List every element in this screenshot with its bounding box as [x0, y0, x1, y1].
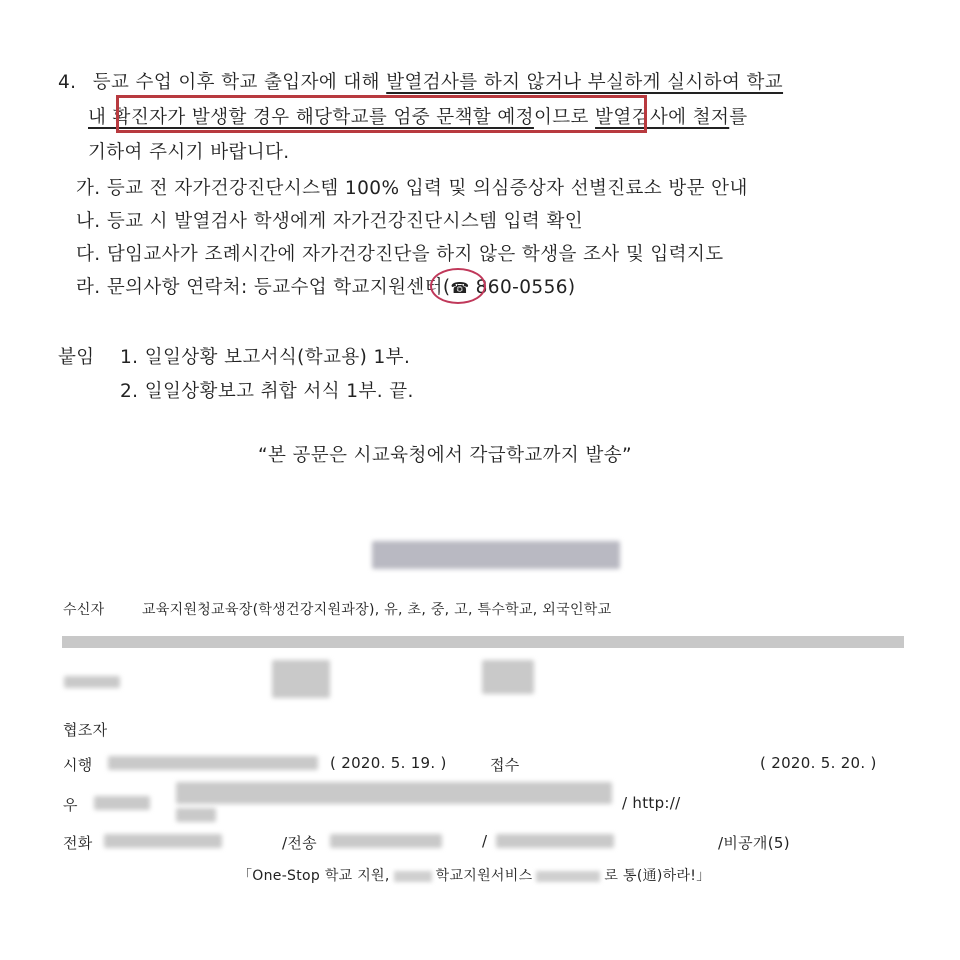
- homepage-prefix: / http://: [622, 794, 681, 812]
- item-number: 4.: [58, 72, 77, 93]
- redacted-block: [496, 834, 614, 848]
- redacted-block: [104, 834, 222, 848]
- sub-item-da: 다. 담임교사가 조례시간에 자가건강진단을 하지 않은 학생을 조사 및 입력지도: [76, 244, 724, 265]
- sub-item-ga: 가. 등교 전 자가건강진단시스템 100% 입력 및 의심증상자 선별진료소 방문 안내: [76, 178, 748, 199]
- email-separator: /: [482, 832, 488, 850]
- redacted-inline: [536, 871, 600, 882]
- redacted-block: [176, 808, 216, 822]
- phone-label: 전화: [63, 834, 93, 852]
- redacted-address: [176, 782, 612, 804]
- redacted-inline: [394, 871, 432, 882]
- enforce-date: ( 2020. 5. 19. ): [330, 754, 447, 772]
- redacted-block: [64, 676, 120, 688]
- attachment-label: 붙임: [58, 347, 95, 368]
- redacted-block: [108, 756, 318, 770]
- attachment-item-2: 2. 일일상황보고 취합 서식 1부. 끝.: [120, 381, 414, 402]
- redacted-block: [94, 796, 150, 810]
- redacted-issuer: [372, 541, 620, 569]
- item4-line2: 내 확진자가 발생할 경우 해당학교를 엄중 문책할 예정이므로 발열검사에 철저를: [88, 107, 748, 128]
- receive-date: ( 2020. 5. 20. ): [760, 754, 877, 772]
- fax-label: /전송: [282, 834, 317, 852]
- redacted-block: [482, 660, 534, 694]
- underlined-highlighted-text: 내 확진자가 발생할 경우 해당학교를 엄중 문책할 예정: [88, 107, 534, 128]
- red-highlight-box: [116, 95, 647, 133]
- sub-item-ra: 라. 문의사항 연락처: 등교수업 학교지원센터(☎ 860-0556): [76, 277, 576, 298]
- cooperator-label: 협조자: [63, 721, 108, 739]
- recipient-list: 교육지원청교육장(학생건강지원과장), 유, 초, 중, 고, 특수학교, 외국인학교: [142, 602, 612, 618]
- distribution-note: “본 공문은 시교육청에서 각급학교까지 발송”: [258, 445, 632, 466]
- item4-line1: 4. 등교 수업 이후 학교 출입자에 대해 발열검사를 하지 않거나 부실하게 실시하여 학교: [58, 72, 784, 93]
- separator-bar: [62, 636, 904, 648]
- underlined-text: 발열검사를 하지 않거나 부실하게 실시하여 학교: [386, 72, 784, 93]
- redacted-block: [330, 834, 442, 848]
- recipient-label: 수신자: [63, 602, 105, 618]
- red-highlight-circle: [430, 268, 486, 304]
- enforce-label: 시행: [63, 756, 93, 774]
- postal-label: 우: [63, 796, 78, 814]
- receive-label: 접수: [490, 756, 520, 774]
- slogan: 「One-Stop 학교 지원, 학교지원서비스 로 통(通)하라!」: [238, 868, 711, 884]
- disclosure-status: /비공개(5): [718, 834, 790, 852]
- item4-line3: 기하여 주시기 바랍니다.: [88, 142, 290, 163]
- redacted-block: [272, 660, 330, 698]
- sub-item-na: 나. 등교 시 발열검사 학생에게 자가건강진단시스템 입력 확인: [76, 211, 584, 232]
- attachment-item-1: 1. 일일상황 보고서식(학교용) 1부.: [120, 347, 411, 368]
- underlined-text: 발열검사에 철저: [595, 107, 730, 128]
- phone-icon: ☎: [450, 279, 470, 297]
